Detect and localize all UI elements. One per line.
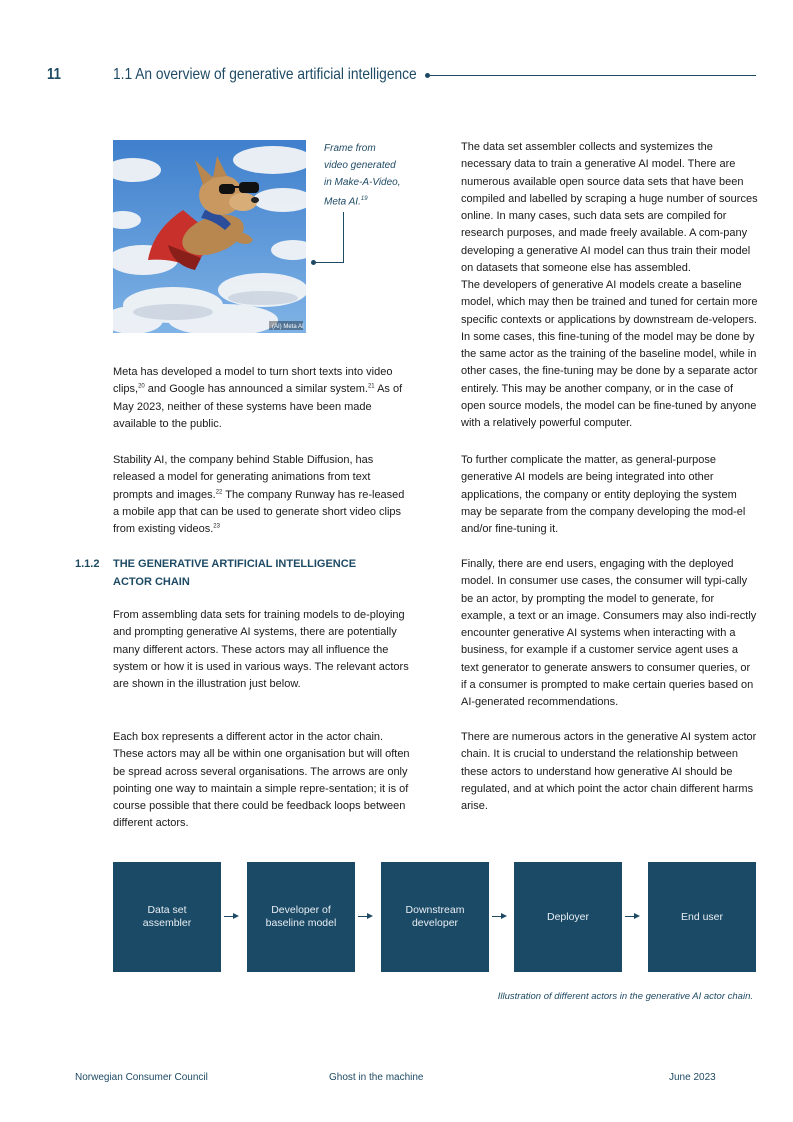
arrow-head [634,913,640,919]
subsection-title: THE GENERATIVE ARTIFICIAL INTELLIGENCE ACTOR CHAIN [113,558,357,588]
header-rule [428,75,756,76]
paragraph: The developers of generative AI models create a baseline model, which may then be trained and tuned for certain more specific contexts or applications by downstream de-velopers. In some cases, this fine-tuning of the model may be done by the same actor as the training of the baseline model, while in other cases, the fine-tuning may be done by a separate actor entirely. This may be another company, or in the case of open source models, the model can be fine-tuned by anyone with a relatively powerful computer. [461,279,758,430]
caption-line: video generated [324,160,396,171]
photo-caption [324,140,424,210]
footer-report-title: Ghost in the machine [329,1072,424,1083]
paragraph: There are numerous actors in the generative AI system actor chain. It is crucial to understand the relationship between these actors to understand how generative AI should be regulated, and at which point the actor chain different harms arise. [461,731,757,813]
page-number: 11 [47,66,61,83]
paragraph: From assembling data sets for training models to de-ploying and prompting generative AI systems, there are potentially many different actors. These actors may all influence the system or how it is used in various ways. The relevant actors are shown in the illustration just below. [113,609,409,691]
caption-line: Frame from [324,143,376,154]
subsection-number: 1.1.2 [75,558,100,570]
actor-box-downstream-developer: Downstream developer [381,862,489,972]
actor-box-deployer: Deployer [514,862,622,972]
caption-leader-dot [311,260,316,265]
paragraph: Stability AI, the company behind Stable Diffusion, has released a model for generating animations from text prompts and images.$^{22}$ The company Runway has re-leased a mobile app that can be used to generate short video clips from existing videos.$^{23}$ [113,454,405,536]
paragraph: To further complicate the matter, as general-purpose generative AI models are being integrated into other applications, the company or entity deploying the system may be separate from the company developing the mod-el and/or fine-tuning it. [461,454,746,536]
footnote-ref[interactable]: 19 [360,196,368,202]
section-title: 1.1 An overview of generative artificial intelligence [113,66,417,83]
diagram-caption: Illustration of different actors in the generative AI actor chain. [497,991,753,1002]
actor-box-data-set-assembler: Data set assembler [113,862,221,972]
footer-date: June 2023 [669,1072,716,1083]
caption-leader-line [314,262,344,263]
arrow-head [501,913,507,919]
caption-line: Meta AI.$^{19}$ [324,196,368,208]
caption-leader-line [343,212,344,263]
caption-line: in Make-A-Video, [324,177,401,188]
footnote-ref[interactable]: 22 [215,488,223,495]
footnote-ref[interactable]: 21 [367,383,375,390]
actor-box-developer-of-baseline-model: Developer of baseline model [247,862,355,972]
paragraph: Finally, there are end users, engaging with the deployed model. In consumer use cases, the consumer will typi-cally be an actor, by prompting the model to generate, for example, a text or an image. Consumers may also indi-rectly encounter generative AI systems when interacting with a business, for example if a customer service agent uses a text generator to generate answers to consumer queries, or if a consumer is prompted to make certain queries based on AI-generated recommendations. [461,558,757,709]
footnote-ref[interactable]: 23 [213,523,220,530]
photo-watermark: (AI) Meta AI [272,324,304,330]
page-header [0,66,793,86]
arrow-head [367,913,373,919]
actor-box-end-user: End user [648,862,756,972]
footer-publisher: Norwegian Consumer Council [75,1072,208,1083]
paragraph: The data set assembler collects and systemizes the necessary data to train a generative AI model. There are numerous available open source data sets that have been compiled and labelled by scraping a huge number of sources online. In many cases, such data sets are compiled for research purposes, and made freely available. A com-pany developing a generative AI model can thus train their model on datasets that someone else has assembled. [461,141,758,275]
paragraph: Meta has developed a model to turn short texts into video clips,$^{20}$ and Google has announced a similar system.$^{21}$ As of May 2023, neither of these systems have been made available to the public. [113,366,403,430]
flying-dog-photo [113,140,306,333]
paragraph: Each box represents a different actor in the actor chain. These actors may all be within one organisation but will often be spread across several organisations. The arrows are only pointing one way to maintain a simple repre-sentation; it is of course possible that there could be feedback loops between different actors. [113,731,410,830]
footnote-ref[interactable]: 20 [138,383,145,390]
arrow-head [233,913,239,919]
